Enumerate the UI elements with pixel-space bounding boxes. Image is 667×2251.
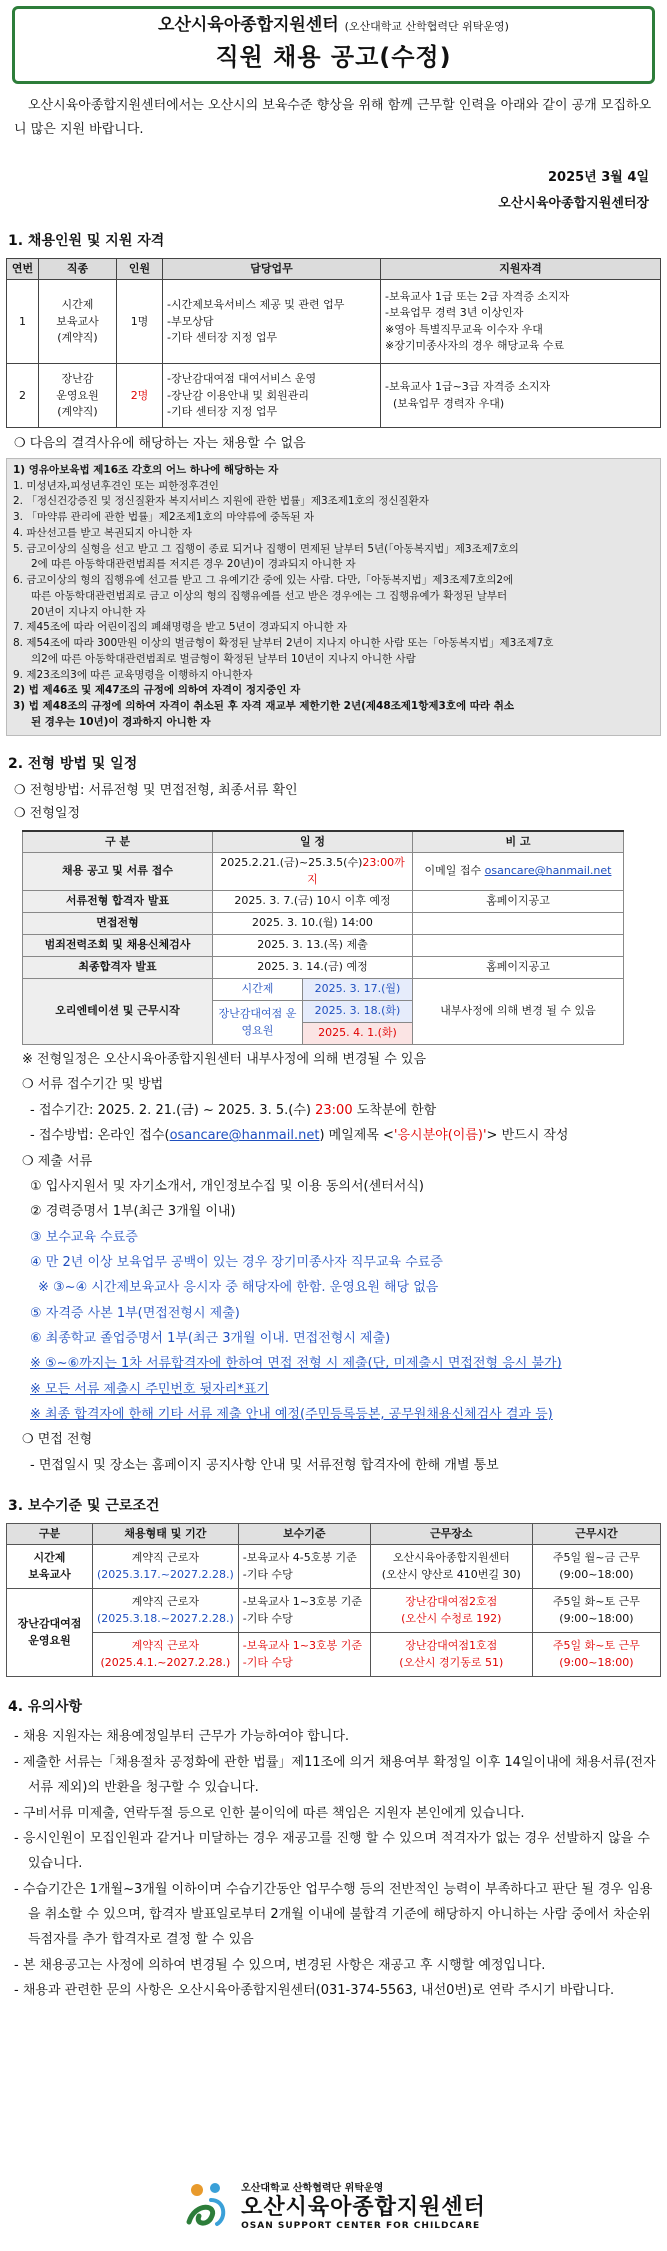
disq-line: 7. 제45조에 따라 어린이집의 폐쇄명령을 받고 5년이 경과되지 아니한 자 <box>13 621 347 634</box>
doc-item: ④ 만 2년 이상 보육업무 공백이 있는 경우 장기미종사자 직무교육 수료증 <box>30 1254 443 1270</box>
job-line: 시간제 <box>61 298 94 312</box>
note-item: - 본 채용공고는 사정에 의하여 변경될 수 있으며, 변경된 사항은 재공고 후 시행할 예정입니다. <box>14 1957 546 1973</box>
schedule-label-cell: 채용 공고 및 서류 접수 <box>23 853 213 891</box>
job-line: (계약직) <box>57 331 98 345</box>
logo-wrap <box>181 2178 486 2237</box>
table-header-row <box>23 831 624 853</box>
schedule-note-line: ※ 전형일정은 오산시육아종합지원센터 내부사정에 의해 변경될 수 있음 <box>22 1052 427 1068</box>
schedule-date <box>213 853 413 891</box>
place-line: 오산시육아종합지원센터 <box>392 1551 510 1565</box>
doc-item: ① 입사지원서 및 자기소개서, 개인정보수집 및 이용 동의서(센터서식) <box>30 1178 424 1194</box>
cond-hours <box>532 1589 660 1633</box>
cond-type <box>93 1589 239 1633</box>
orientation-date: 2025. 3. 18.(화) <box>303 1001 413 1023</box>
orientation-job: 장난감대여점 운영요원 <box>213 1001 303 1045</box>
docs-list <box>0 1174 667 1427</box>
table-header: 일 정 <box>213 831 413 853</box>
doc-item: ⑥ 최종학교 졸업증명서 1부(최근 3개월 이내. 면접전형시 제출) <box>30 1330 391 1346</box>
table-header: 지원자격 <box>381 258 661 280</box>
table-row <box>23 935 624 957</box>
job-line: 보육교사 <box>56 314 99 328</box>
disq-line: 8. 제54조에 따라 300만원 이상의 벌금형이 확정된 날부터 2년이 지나지 아니한 사람 또는「아동복지법」제3조제7호 <box>13 637 554 650</box>
schedule-date: 2025. 3. 7.(금) 10시 이후 예정 <box>213 891 413 913</box>
date-deadline: 23:00까지 <box>307 856 405 886</box>
period-text: (2025.3.18.~2027.2.28.) <box>97 1611 234 1625</box>
period-tail: 도착분에 한함 <box>356 1102 437 1118</box>
hours-line: (9:00~18:00) <box>559 1655 634 1669</box>
orientation-date: 2025. 3. 17.(월) <box>303 979 413 1001</box>
row-no: 1 <box>7 280 39 364</box>
footer-sub: 오산대학교 산학협력단 위탁운영 <box>241 2182 384 2194</box>
duty-line: -장난감 이용안내 및 회원관리 <box>167 388 309 402</box>
job-line: 운영요원 <box>56 388 99 402</box>
qual-line: -보육업무 경력 3년 이상인자 <box>385 306 524 320</box>
center-logo-icon <box>181 2178 233 2237</box>
doc-item: ※ 최종 합격자에 한해 기타 서류 제출 안내 예정(주민등록등본, 공무원채용신체검사 결과 등) <box>30 1406 553 1422</box>
schedule-note: 홈페이지공고 <box>413 891 624 913</box>
doc-item: ② 경력증명서 1부(최근 3개월 이내) <box>30 1204 236 1220</box>
doc-item: ※ ③~④ 시간제보육교사 응시자 중 해당자에 한함. 운영요원 해당 없음 <box>38 1280 439 1296</box>
cond-place <box>370 1545 532 1589</box>
period-text: (2025.3.17.~2027.2.28.) <box>97 1567 234 1581</box>
notice-header <box>12 6 655 84</box>
schedule-note <box>413 913 624 935</box>
disq-line: 1. 미성년자,피성년후견인 또는 피한정후견인 <box>13 479 219 492</box>
schedule-label-cell: 오리엔테이션 및 근무시작 <box>23 979 213 1045</box>
disq-line: 20년이 지나지 아니한 자 <box>31 605 146 618</box>
disq-intro: ❍ 다음의 결격사유에 해당하는 자는 채용할 수 없음 <box>14 436 306 452</box>
table-header: 구분 <box>7 1523 93 1545</box>
label-line: 운영요원 <box>28 1633 71 1647</box>
cond-label <box>7 1589 93 1677</box>
cond-pay <box>238 1633 370 1677</box>
schedule-date: 2025. 3. 13.(목) 제출 <box>213 935 413 957</box>
note-item: - 채용 지원자는 채용예정일부터 근무가 가능하여야 합니다. <box>14 1729 350 1745</box>
pay-line: -보육교사 1~3호봉 기준 <box>242 1639 362 1653</box>
schedule-table <box>22 830 624 1046</box>
row-duties <box>163 280 381 364</box>
row-count: 1명 <box>117 280 163 364</box>
hours-line: 주5일 화~토 근무 <box>552 1595 640 1609</box>
qual-line: ※영아 특별직무교육 이수자 우대 <box>385 322 543 336</box>
notes-list <box>14 1724 657 2003</box>
duty-line: -기타 센터장 지정 업무 <box>167 405 278 419</box>
notice-issuer: 오산시육아종합지원센터장 <box>498 195 649 211</box>
hours-line: 주5일 월~금 근무 <box>552 1551 640 1565</box>
doc-item: ※ ⑤~⑥까지는 1차 서류합격자에 한하여 면접 전형 시 제출(단, 미제출시 면접전형 응시 불가) <box>30 1356 562 1372</box>
cond-pay <box>238 1589 370 1633</box>
table-row <box>23 913 624 935</box>
schedule-label: ❍ 전형일정 <box>14 806 81 822</box>
place-line: 장난감대여점1호점 <box>405 1639 498 1653</box>
orientation-date: 2025. 4. 1.(화) <box>303 1023 413 1045</box>
table-header: 인원 <box>117 258 163 280</box>
hours-line: 주5일 화~토 근무 <box>552 1639 640 1653</box>
date-block <box>0 165 649 217</box>
table-header: 근무시간 <box>532 1523 660 1545</box>
footer-logo-block <box>0 2178 667 2237</box>
disq-line: 2에 따른 아동학대관련범죄를 저지른 경우 20년)이 경과되지 아니한 자 <box>31 558 356 571</box>
disq-line: 2) 법 제46조 및 제47조의 규정에 의하여 자격이 정지중인 자 <box>13 684 301 697</box>
email-link[interactable]: osancare@hanmail.net <box>169 1128 320 1144</box>
schedule-note: 내부사정에 의해 변경 될 수 있음 <box>413 979 624 1045</box>
note-item: - 제출한 서류는「채용절차 공정화에 관한 법률」제11조에 의거 채용여부 확정일 이후 14일이내에 채용서류(전자서류 제외)의 반환을 청구할 수 있습니다. <box>14 1754 656 1796</box>
table-header: 연번 <box>7 258 39 280</box>
notice-date: 2025년 3월 4일 <box>548 169 649 185</box>
qual-line: ※장기미종사자의 경우 해당교육 수료 <box>385 339 565 353</box>
schedule-note <box>413 935 624 957</box>
interview-text: - 면접일시 및 장소는 홈페이지 공지사항 안내 및 서류전형 합격자에 한해 개별 통보 <box>30 1457 499 1473</box>
period-line <box>30 1098 667 1123</box>
type-text: 계약직 근로자 <box>131 1639 200 1653</box>
section2-title: 2. 전형 방법 및 일정 <box>8 755 138 772</box>
note-item: - 수습기간은 1개월~3개월 이하이며 수습기간동안 업무수행 등의 전반적인 능력이 부족하다고 판단 될 경우 임용을 취소할 수 있으며, 합격자 발표일로부터 2개월 이내에 불합격 기준에 해당하지 아니하는 사람 중에서 차순위 득점자를 추가 합격자로 결정 할 수 있음 <box>14 1881 653 1948</box>
table-row <box>23 957 624 979</box>
pay-line: -기타 수당 <box>242 1567 293 1581</box>
date-text: 2025.2.21.(금)~25.3.5(수) <box>220 856 363 870</box>
table-header: 보수기준 <box>238 1523 370 1545</box>
selection-method: ❍ 전형방법: 서류전형 및 면접전형, 최종서류 확인 <box>14 782 298 798</box>
table-row <box>23 853 624 891</box>
schedule-note: 홈페이지공고 <box>413 957 624 979</box>
mail-subject-format: '응시분야(이름)' <box>393 1128 487 1144</box>
interview-label: ❍ 면접 전형 <box>22 1432 93 1448</box>
schedule-label-cell: 최종합격자 발표 <box>23 957 213 979</box>
cond-place <box>370 1589 532 1633</box>
notice-title: 직원 채용 공고(수정) <box>215 42 452 71</box>
disq-line: 3) 법 제48조의 규정에 의하여 자격이 취소된 후 자격 재교부 제한기한 2년(제48조제1항제3호에 따라 취소 <box>13 700 514 713</box>
note-item: - 채용과 관련한 문의 사항은 오산시육아종합지원센터(031-374-5563, 내선0번)로 연락 주시기 바랍니다. <box>14 1982 615 1998</box>
cond-hours <box>532 1633 660 1677</box>
place-line: (오산시 양산로 410번길 30) <box>381 1567 521 1581</box>
disq-line: 4. 파산선고를 받고 복권되지 아니한 자 <box>13 526 192 539</box>
pay-line: -보육교사 4-5호봉 기준 <box>242 1551 357 1565</box>
table-row <box>23 979 624 1001</box>
schedule-label-cell: 면접전형 <box>23 913 213 935</box>
schedule-note <box>413 853 624 891</box>
section3-title: 3. 보수기준 및 근로조건 <box>8 1497 160 1514</box>
table-header-row <box>7 258 661 280</box>
disq-line: 따른 아동학대관련범죄로 금고 이상의 형의 집행유예를 선고 받은 경우에는 그 집행유예가 확정된 날부터 <box>31 589 508 602</box>
label-line: 보육교사 <box>28 1567 71 1581</box>
disq-line: 1) 영유아보육법 제16조 각호의 어느 하나에 해당하는 자 <box>13 463 279 476</box>
disq-line: 6. 금고이상의 형의 집행유예 선고를 받고 그 유예기간 중에 있는 사람. 다만,「아동복지법」제3조제7호의2에 <box>13 574 514 587</box>
cond-type <box>93 1545 239 1589</box>
method-line <box>30 1123 667 1148</box>
type-text: 계약직 근로자 <box>131 1551 200 1565</box>
disq-line: 된 경우는 10년)이 경과하지 아니한 자 <box>31 715 211 728</box>
disqualification-box <box>6 458 661 736</box>
place-line: (오산시 경기동로 51) <box>399 1655 504 1669</box>
pay-line: -보육교사 1~3호봉 기준 <box>242 1595 362 1609</box>
table-header-row <box>7 1523 661 1545</box>
note-text: 이메일 접수 <box>424 864 482 878</box>
cond-pay <box>238 1545 370 1589</box>
note-item: - 구비서류 미제출, 연락두절 등으로 인한 불이익에 따른 책임은 지원자 본인에게 있습니다. <box>14 1805 525 1821</box>
disq-line: 5. 금고이상의 실형을 선고 받고 그 집행이 종료 되거나 집행이 면제된 날부터 5년(「아동복지법」제3조제7호의 <box>13 542 519 555</box>
table-row <box>7 364 661 428</box>
schedule-date: 2025. 3. 14.(금) 예정 <box>213 957 413 979</box>
doc-item: ⑤ 자격증 사본 1부(면접전형시 제출) <box>30 1305 240 1321</box>
section4-title: 4. 유의사항 <box>8 1699 83 1716</box>
qual-line: -보육교사 1급~3급 자격증 소지자 <box>385 380 551 394</box>
email-link[interactable]: osancare@hanmail.net <box>484 864 612 878</box>
disq-line: 3. 「마약류 관리에 관한 법률」제2조제1호의 마약류에 중독된 자 <box>13 511 315 524</box>
disq-line: 2. 「정신건강증진 및 정신질환자 복지서비스 지원에 관한 법률」제3조제1호의 정신질환자 <box>13 495 429 508</box>
job-line: (계약직) <box>57 405 98 419</box>
org-sub: (오산대학교 산학협력단 위탁운영) <box>344 20 509 33</box>
table-header: 채용형태 및 기간 <box>93 1523 239 1545</box>
method-text: - 접수방법: 온라인 접수( <box>30 1128 170 1144</box>
place-line: 장난감대여점2호점 <box>405 1595 498 1609</box>
footer-english: OSAN SUPPORT CENTER FOR CHILDCARE <box>241 2221 481 2232</box>
table-row <box>7 1589 661 1633</box>
period-text: - 접수기간: 2025. 2. 21.(금) ~ 2025. 3. 5.(수) <box>30 1102 311 1118</box>
table-header: 근무장소 <box>370 1523 532 1545</box>
row-job <box>39 280 117 364</box>
label-line: 시간제 <box>33 1551 66 1565</box>
duty-line: -장난감대여점 대여서비스 운영 <box>167 372 317 386</box>
note-item: - 응시인원이 모집인원과 같거나 미달하는 경우 재공고를 진행 할 수 있으며 적격자가 없는 경우 선발하지 않을 수 있습니다. <box>14 1830 650 1872</box>
disq-line: 의2에 따른 아동학대관련범죄로 벌금형이 확정된 날부터 10년이 지나지 아니한 사람 <box>31 652 416 665</box>
positions-table <box>6 258 661 429</box>
table-row <box>7 1633 661 1677</box>
table-header: 담당업무 <box>163 258 381 280</box>
type-text: 계약직 근로자 <box>131 1595 200 1609</box>
table-row <box>7 280 661 364</box>
row-no: 2 <box>7 364 39 428</box>
qual-line: (보육업무 경력자 우대) <box>393 396 505 410</box>
method-text: > 반드시 작성 <box>486 1128 569 1144</box>
doc-item: ③ 보수교육 수료증 <box>30 1229 138 1245</box>
footer-name: 오산시육아종합지원센터 <box>241 2194 486 2220</box>
table-row <box>7 1545 661 1589</box>
pay-line: -기타 수당 <box>242 1611 293 1625</box>
row-job <box>39 364 117 428</box>
intro-text: 오산시육아종합지원센터에서는 오산시의 보육수준 향상을 위해 함께 근무할 인력을 아래와 같이 공개 모집하오니 많은 지원 바랍니다. <box>14 97 652 138</box>
row-quals <box>381 364 661 428</box>
job-line: 장난감 <box>61 372 94 386</box>
cond-type <box>93 1633 239 1677</box>
period-text: (2025.4.1.~2027.2.28.) <box>100 1655 231 1669</box>
table-row <box>23 891 624 913</box>
duty-line: -기타 센터장 지정 업무 <box>167 331 278 345</box>
row-duties <box>163 364 381 428</box>
label-line: 장난감대여점 <box>17 1617 82 1631</box>
qual-line: -보육교사 1급 또는 2급 자격증 소지자 <box>385 289 570 303</box>
hours-line: (9:00~18:00) <box>559 1611 634 1625</box>
table-header: 구 분 <box>23 831 213 853</box>
row-quals <box>381 280 661 364</box>
conditions-table <box>6 1523 661 1678</box>
period-label: ❍ 서류 접수기간 및 방법 <box>22 1077 164 1093</box>
docs-label: ❍ 제출 서류 <box>22 1153 93 1169</box>
disq-line: 9. 제23조의3에 따른 교육명령을 이행하지 아니한자 <box>13 668 253 681</box>
doc-item: ※ 모든 서류 제출시 주민번호 뒷자리*표기 <box>30 1381 269 1397</box>
schedule-date: 2025. 3. 10.(월) 14:00 <box>213 913 413 935</box>
pay-line: -기타 수당 <box>242 1655 293 1669</box>
orientation-job: 시간제 <box>213 979 303 1001</box>
row-count: 2명 <box>117 364 163 428</box>
section1-title: 1. 채용인원 및 지원 자격 <box>8 232 165 249</box>
method-text: ) 메일제목 < <box>319 1128 394 1144</box>
table-header: 비 고 <box>413 831 624 853</box>
duty-line: -시간제보육서비스 제공 및 관련 업무 <box>167 298 345 312</box>
place-line: (오산시 수청로 192) <box>401 1611 502 1625</box>
schedule-label-cell: 서류전형 합격자 발표 <box>23 891 213 913</box>
hours-line: (9:00~18:00) <box>559 1567 634 1581</box>
org-name: 오산시육아종합지원센터 <box>158 15 339 35</box>
org-line <box>15 13 652 39</box>
duty-line: -부모상담 <box>167 314 214 328</box>
cond-label <box>7 1545 93 1589</box>
cond-place <box>370 1633 532 1677</box>
schedule-label-cell: 범죄전력조회 및 채용신체검사 <box>23 935 213 957</box>
period-time: 23:00 <box>315 1102 353 1118</box>
cond-hours <box>532 1545 660 1589</box>
table-header: 직종 <box>39 258 117 280</box>
